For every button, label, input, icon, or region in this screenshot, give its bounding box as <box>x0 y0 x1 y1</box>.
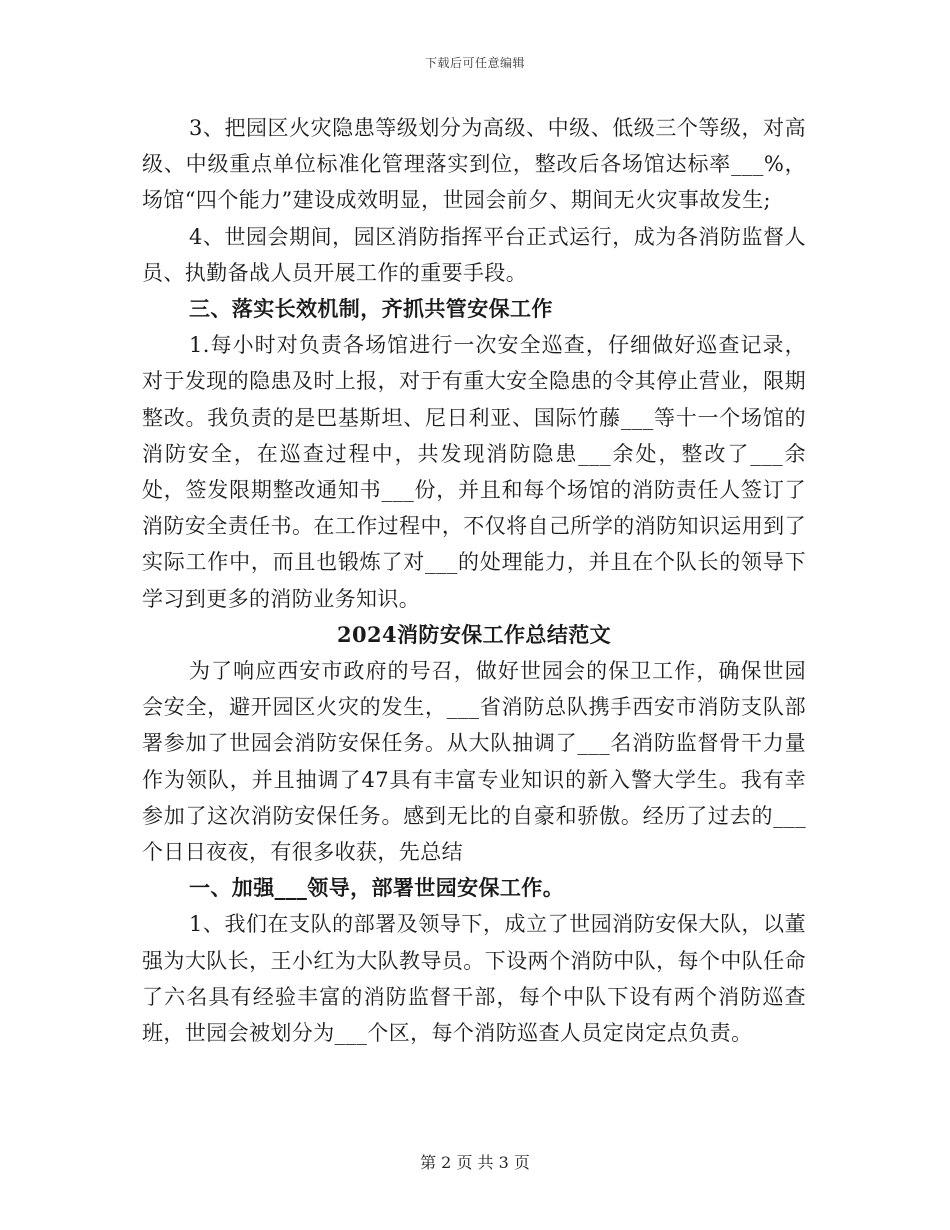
paragraph-security-brigade: 1、我们在支队的部署及领导下，成立了世园消防安保大队，以董强为大队长，王小红为大队教导员。下设两个消防中队，每个中队任命了六名具有经验丰富的消防监督干部，每个中队下设有两个消防巡查班，世园会被划分为___个区，每个消防巡查人员定岗定点负责。 <box>142 912 806 1046</box>
page-number: 第 2 页 共 3 页 <box>420 1153 530 1172</box>
page-header: 下载后可任意编辑 <box>424 56 525 70</box>
section-heading-long-term-mechanism: 三、落实长效机制，齐抓共管安保工作 <box>189 296 553 322</box>
section-heading-leadership: 一、加强___领导，部署世园安保工作。 <box>189 875 565 901</box>
paragraph-command-platform: 4、世园会期间，园区消防指挥平台正式运行，成为各消防监督人员、执勤备战人员开展工作的重要手段。 <box>142 224 806 285</box>
paragraph-fire-hazard-levels: 3、把园区火灾隐患等级划分为高级、中级、低级三个等级，对高级、中级重点单位标准化管理落实到位，整改后各场馆达标率___%，场馆“四个能力”建设成效明显，世园会前夕、期间无火灾事故发生; <box>142 116 806 213</box>
paragraph-hourly-inspection: 1.每小时对负责各场馆进行一次安全巡查，仔细做好巡查记录，对于发现的隐患及时上报，对于有重大安全隐患的令其停止营业，限期整改。我负责的是巴基斯坦、尼日利亚、国际竹藤___等十一个场馆的消防安全，在巡查过程中，共发现消防隐患___余处，整改了___余处，签发限期整改通知书___份，并且和每个场馆的消防责任人签订了消防安全责任书。在工作过程中，不仅将自己所学的消防知识运用到了实际工作中，而且也锻炼了对___的处理能力，并且在个队长的领导下学习到更多的消防业务知识。 <box>142 333 806 611</box>
document-body <box>142 110 806 1051</box>
paragraph-intro: 为了响应西安市政府的号召，做好世园会的保卫工作，确保世园会安全，避开园区火灾的发生，___省消防总队携手西安市消防支队部署参加了世园会消防安保任务。从大队抽调了___名消防监督骨干力量作为领队，并且抽调了47具有丰富专业知识的新入警大学生。我有幸参加了这次消防安保任务。感到无比的自豪和骄傲。经历了过去的___个日日夜夜，有很多收获，先总结 <box>142 659 806 865</box>
document-title: 2024消防安保工作总结范文 <box>336 621 612 647</box>
